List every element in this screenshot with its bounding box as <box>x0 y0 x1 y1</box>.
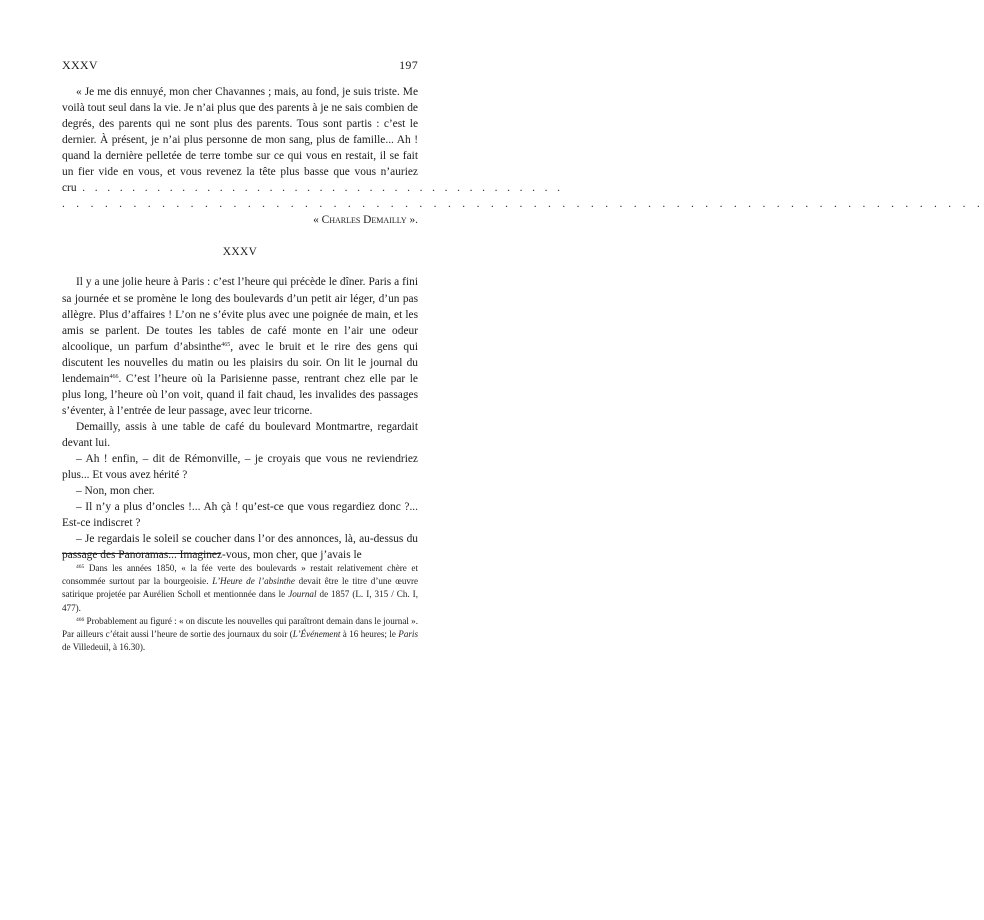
dialogue-line: – Ah ! enfin, – dit de Rémonville, – je croyais que vous ne reviendriez plus... Et vous avez hérité ? <box>62 452 418 482</box>
attribution-name: Charles Demailly <box>321 214 407 227</box>
footnote-number: 465 <box>76 564 85 570</box>
attribution-close: ». <box>406 214 418 227</box>
epigraph-trailing-dots: . . . . . . . . . . . . . . . . . . . . . . . . . . . . . . . . . . . . . . . <box>82 182 564 195</box>
footnote-text: de Villedeuil, à 16.30). <box>62 642 146 653</box>
dialogue-line: – Je regardais le soleil se coucher dans l’or des annonces, là, au-dessus du passage des Panoramas... Imaginez-vous, mon cher, que j’avais le <box>62 533 418 562</box>
footnote-ref-466[interactable]: 466 <box>109 373 119 380</box>
epigraph-dots-line: . . . . . . . . . . . . . . . . . . . . . . . . . . . . . . . . . . . . . . . . . . . . . . . . . . . . . . . . . . . . . . . . . <box>62 198 984 211</box>
epigraph-quote <box>62 84 564 196</box>
paragraph-2: Demailly, assis à une table de café du boulevard Montmartre, regardait devant lui. <box>62 420 418 449</box>
paragraph-1-text-a: Il y a une jolie heure à Paris : c’est l’heure qui précède le dîner. Paris a fini sa journée et se promène le long des boulevards d’un petit air léger, d’un pas allègre. Plus d’affaires ! L’on ne s’évite plus avec une poignée de main, et les amis se parlent. De toutes les tables de café monte en l’air une odeur alcoolique, un parfum d’absinthe <box>62 276 418 353</box>
main-text <box>62 84 984 563</box>
attribution-open: « <box>313 214 322 227</box>
footnote-text: Dans les années 1850, « la fée verte des boulevards » restait relativement chère et consommée surtout par la bourgeoisie. <box>62 563 418 587</box>
epigraph-text: « Je me dis ennuyé, mon cher Chavannes ; mais, au fond, je suis triste. Me voilà tout seul dans la vie. Je n’ai plus que des parents à je ne sais combien de degrés, des parents qui ne sont plus des parents. Tous sont partis : c’est le dernier. À présent, je n’ai plus personne de mon sang, plus de famille... Ah ! quand la dernière pelletée de terre tombe sur ce qui vous en restait, il se fait un fier vide en vous, et vous revenez la tête plus basse que vous n’auriez cru <box>62 86 418 195</box>
footnote-text: de 1857 (L. I, 315 / Ch. I, 477). <box>62 589 418 613</box>
footnote-text: devait être le titre d’une œuvre satirique projetée par Aurélien Scholl et mentionnée dans le <box>62 576 419 600</box>
chapter-title: XXXV <box>222 246 258 259</box>
footnote-italic-title: L’Heure de l’absinthe <box>212 576 295 587</box>
dialogue-line: – Non, mon cher. <box>76 485 155 498</box>
page-number: 197 <box>399 58 418 72</box>
footnote-italic-title: Journal <box>288 589 317 600</box>
footnote-465 <box>62 562 418 615</box>
paragraph-1 <box>62 274 418 418</box>
footnote-number: 466 <box>76 616 85 623</box>
paragraph-1-text-c: . C’est l’heure où la Parisienne passe, rentrant chez elle par le plus long, l’heure où l’on voit, quand il fait chaud, les invalides des passages s’éventer, à l’entrée de leur passage, avec leur tricorne. <box>62 372 418 417</box>
footnote-text: à 16 heures; le <box>340 629 399 640</box>
dialogue-line: – Il n’y a plus d’oncles !... Ah çà ! qu’est-ce que vous regardiez donc ?... Est-ce indiscret ? <box>62 501 418 530</box>
footnote-text: Probablement au figuré : « on discute les nouvelles qui paraîtront demain dans le journal ». Par ailleurs c’était aussi l’heure de sortie des journaux du soir ( <box>62 615 418 640</box>
footnote-italic-title: L’Événement <box>292 629 341 640</box>
footnote-466 <box>62 615 418 655</box>
footnote-ref-465[interactable]: 465 <box>221 341 231 348</box>
footnote-divider <box>62 553 220 554</box>
running-header <box>62 58 418 73</box>
epigraph-attribution <box>62 212 418 228</box>
paragraph-1-text-b: , avec le bruit et le rire des gens qui discutent les nouvelles du matin ou les plaisirs du soir. On lit le journal du lendemain <box>62 340 418 385</box>
running-header-chapter: XXXV <box>62 58 98 72</box>
footnote-italic-title: Paris <box>398 629 418 640</box>
footnotes <box>62 562 418 654</box>
